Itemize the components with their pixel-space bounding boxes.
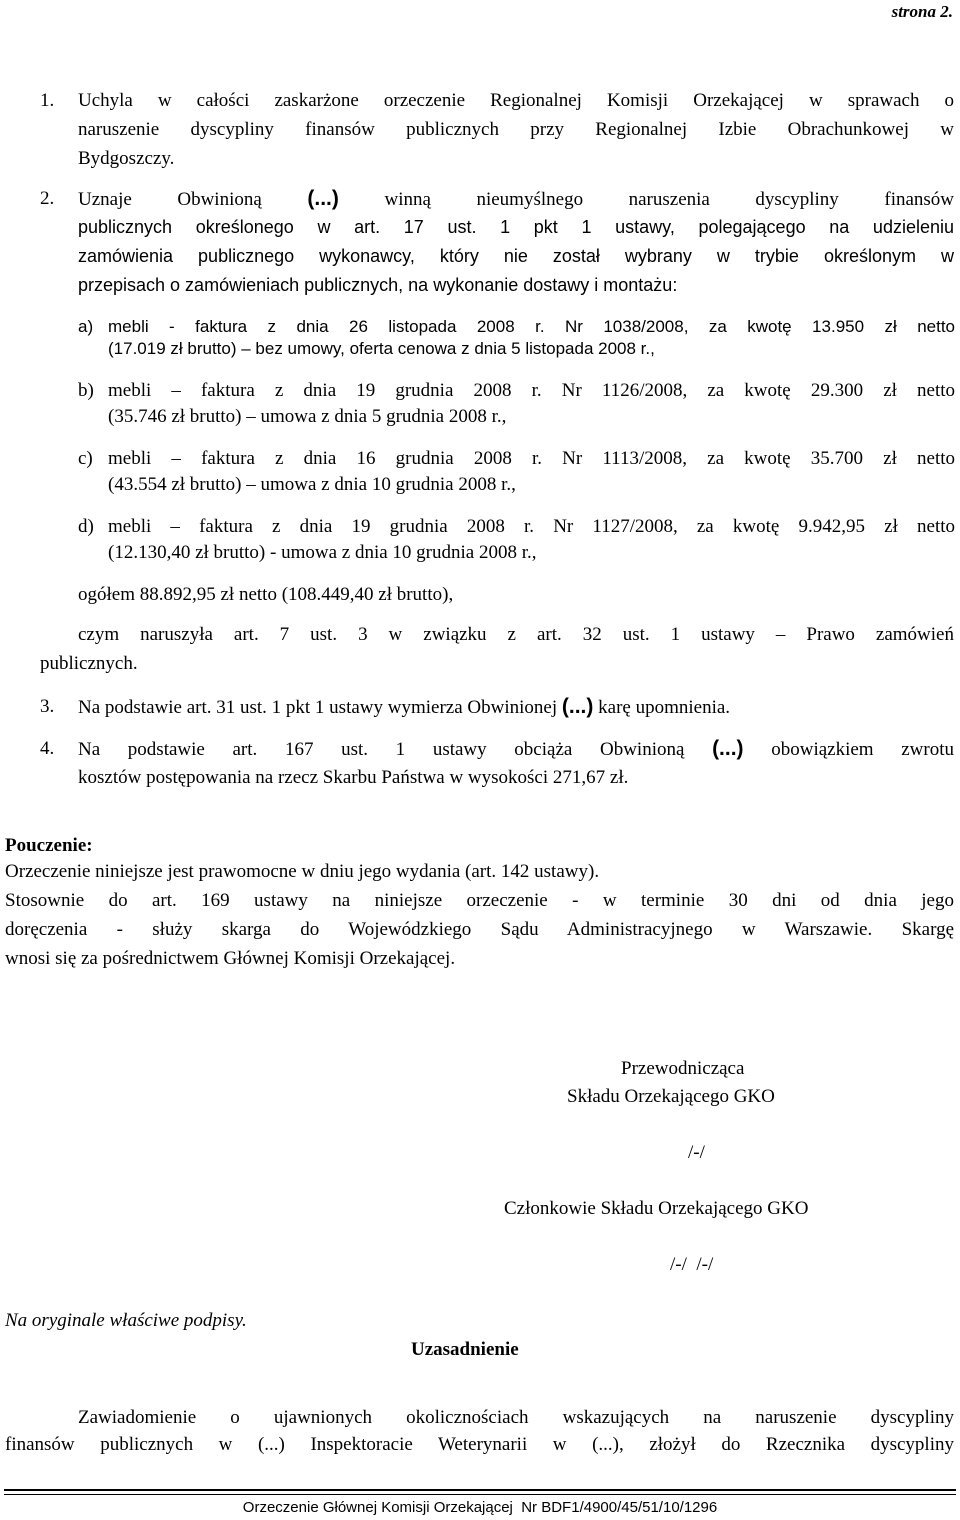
chair-signature: /-/ [688, 1142, 705, 1163]
item-2-text: Uznaje Obwinioną [78, 189, 262, 210]
subitem-line: (12.130,40 zł brutto) - umowa z dnia 10 grudnia 2008 r., [108, 542, 537, 563]
justification-line: finansów publicznych w (...) Inspektoracie Weterynarii w (...), złożył do Rzecznika dyscypliny [5, 1434, 954, 1455]
subitem-line: mebli – faktura z dnia 19 grudnia 2008 r. Nr 1126/2008, za kwotę 29.300 zł netto [108, 380, 955, 401]
item-3-number: 3. [40, 696, 55, 717]
item-1-number: 1. [40, 90, 55, 111]
item-1-line: Bydgoszczy. [78, 148, 175, 169]
subitem-line: (35.746 zł brutto) – umowa z dnia 5 grudnia 2008 r., [108, 406, 507, 427]
subitem-line: (17.019 zł brutto) – bez umowy, oferta cenowa z dnia 5 listopada 2008 r., [108, 339, 655, 358]
item-4-line: kosztów postępowania na rzecz Skarbu Państwa w wysokości 271,67 zł. [78, 767, 629, 788]
total-amount: ogółem 88.892,95 zł netto (108.449,40 zł brutto), [78, 584, 454, 605]
instruction-line: wnosi się za pośrednictwem Głównej Komisji Orzekającej. [5, 948, 456, 969]
item-2-number: 2. [40, 188, 55, 209]
violation-line: publicznych. [40, 653, 138, 674]
item-2-line: zamówienia publicznego wykonawcy, który nie został wybrany w trybie określonym w [78, 246, 954, 266]
item-1-line: naruszenie dyscypliny finansów publicznych przy Regionalnej Izbie Obrachunkowej w [78, 119, 954, 140]
item-4-line [78, 734, 954, 764]
subitem-label: c) [78, 448, 93, 469]
chair-title: Przewodnicząca [621, 1058, 745, 1079]
redaction-mark: (...) [712, 737, 744, 760]
item-3-text: karę upomnienia. [598, 697, 731, 718]
members-title: Członkowie Składu Orzekającego GKO [504, 1198, 809, 1219]
subitem-label: a) [78, 317, 94, 336]
instruction-line: doręczenia - służy skarga do Wojewódzkiego Sądu Administracyjnego w Warszawie. Skargę [5, 919, 954, 940]
original-signatures-note: Na oryginale właściwe podpisy. [5, 1310, 247, 1331]
chair-body: Składu Orzekającego GKO [567, 1086, 775, 1107]
members-signatures: /-/ /-/ [670, 1254, 714, 1275]
redaction-mark: (...) [561, 695, 594, 718]
footer-reference: Orzeczenie Głównej Komisji Orzekającej Nr BDF1/4900/45/51/10/1296 [242, 1499, 718, 1516]
justification-heading: Uzasadnienie [411, 1339, 519, 1360]
item-4-text: obowiązkiem zwrotu [771, 739, 954, 760]
item-2-line [78, 184, 954, 214]
violation-line: czym naruszyła art. 7 ust. 3 w związku z art. 32 ust. 1 ustawy – Prawo zamówień [78, 624, 954, 645]
item-2-line: przepisach o zamówieniach publicznych, na wykonanie dostawy i montażu: [78, 275, 678, 295]
item-2-line: publicznych określonego w art. 17 ust. 1 pkt 1 ustawy, polegającego na udzieleniu [78, 217, 954, 237]
instruction-line: Stosownie do art. 169 ustawy na niniejsze orzeczenie - w terminie 30 dni od dnia jego [5, 890, 954, 911]
subitem-line: mebli – faktura z dnia 19 grudnia 2008 r. Nr 1127/2008, za kwotę 9.942,95 zł netto [108, 516, 955, 537]
page-number: strona 2. [891, 2, 953, 21]
subitem-line: mebli – faktura z dnia 16 grudnia 2008 r. Nr 1113/2008, za kwotę 35.700 zł netto [108, 448, 955, 469]
item-1-line: Uchyla w całości zaskarżone orzeczenie Regionalnej Komisji Orzekającej w sprawach o [78, 90, 954, 111]
footer-divider [4, 1494, 956, 1495]
instruction-heading: Pouczenie: [5, 835, 93, 856]
item-3-text: Na podstawie art. 31 ust. 1 pkt 1 ustawy wymierza Obwinionej [78, 697, 558, 718]
item-4-text: Na podstawie art. 167 ust. 1 ustawy obciąża Obwinioną [78, 739, 685, 760]
item-2-text: winną nieumyślnego naruszenia dyscypliny finansów [384, 189, 955, 210]
justification-line: Zawiadomienie o ujawnionych okolicznościach wskazujących na naruszenie dyscypliny [78, 1407, 954, 1428]
subitem-line: mebli - faktura z dnia 26 listopada 2008 r. Nr 1038/2008, za kwotę 13.950 zł netto [108, 317, 955, 336]
instruction-line: Orzeczenie niniejsze jest prawomocne w dniu jego wydania (art. 142 ustawy). [5, 861, 600, 882]
redaction-mark: (...) [307, 187, 339, 210]
item-4-number: 4. [40, 738, 55, 759]
subitem-label: b) [78, 380, 94, 401]
footer-divider [4, 1489, 956, 1491]
item-3-line [78, 692, 730, 722]
subitem-line: (43.554 zł brutto) – umowa z dnia 10 grudnia 2008 r., [108, 474, 516, 495]
subitem-label: d) [78, 516, 94, 537]
